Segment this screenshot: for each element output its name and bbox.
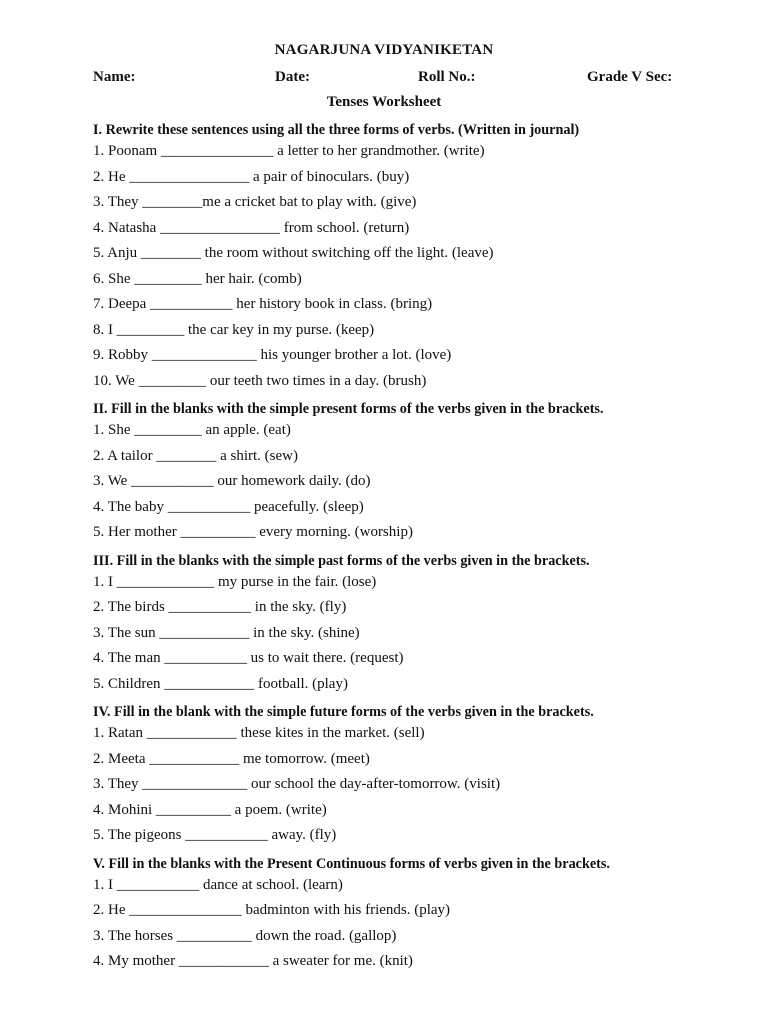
section-3 (93, 550, 693, 702)
exercise-item: 8. I _________ the car key in my purse. (keep) (93, 321, 375, 338)
exercise-item: 4. Natasha ________________ from school. (return) (93, 219, 410, 236)
exercise-item: 3. We ___________ our homework daily. (do) (93, 473, 371, 489)
exercise-item: 10. We _________ our teeth two times in a day. (brush) (93, 372, 427, 389)
worksheet-content (93, 119, 693, 979)
exercise-item: 3. The sun ____________ in the sky. (shine) (93, 624, 360, 641)
exercise-item: 4. Mohini __________ a poem. (write) (93, 801, 327, 818)
section-heading: V. Fill in the blanks with the Present Continuous forms of verbs given in the brackets. (93, 855, 610, 872)
exercise-item: 5. Anju ________ the room without switching off the light. (leave) (93, 245, 494, 261)
section-heading: II. Fill in the blanks with the simple present forms of the verbs given in the brackets. (93, 401, 604, 417)
exercise-item: 7. Deepa ___________ her history book in class. (bring) (93, 296, 433, 312)
exercise-item: 1. Ratan ____________ these kites in the market. (sell) (93, 725, 425, 741)
section-heading: III. Fill in the blanks with the simple past forms of the verbs given in the brackets. (93, 552, 590, 569)
exercise-item: 2. He _______________ badminton with his friends. (play) (93, 902, 451, 918)
section-4 (93, 701, 693, 853)
exercise-item: 5. Children ____________ football. (play) (93, 675, 348, 692)
exercise-item: 9. Robby ______________ his younger brother a lot. (love) (93, 347, 452, 363)
exercise-item: 2. He ________________ a pair of binoculars. (buy) (93, 168, 410, 185)
date-label: Date: (275, 69, 310, 85)
school-name: NAGARJUNA VIDYANIKETAN (274, 42, 494, 58)
section-heading: IV. Fill in the blank with the simple future forms of the verbs given in the brackets. (93, 704, 594, 720)
exercise-item: 4. My mother ____________ a sweater for me. (knit) (93, 953, 413, 969)
exercise-item: 3. They ________me a cricket bat to play with. (give) (93, 194, 417, 210)
roll-no-label: Roll No.: (418, 69, 476, 85)
exercise-item: 2. Meeta ____________ me tomorrow. (meet) (93, 750, 370, 767)
exercise-item: 3. They ______________ our school the day-after-tomorrow. (visit) (93, 776, 501, 792)
exercise-item: 3. The horses __________ down the road. (gallop) (93, 927, 397, 944)
exercise-item: 4. The man ___________ us to wait there. (request) (93, 650, 404, 666)
exercise-item: 2. The birds ___________ in the sky. (fly) (93, 599, 347, 615)
exercise-item: 1. I _____________ my purse in the fair. (lose) (93, 573, 377, 590)
exercise-item: 5. The pigeons ___________ away. (fly) (93, 827, 337, 843)
exercise-item: 2. A tailor ________ a shirt. (sew) (93, 447, 298, 464)
exercise-item: 1. I ___________ dance at school. (learn) (93, 876, 343, 893)
exercise-item: 1. She _________ an apple. (eat) (93, 422, 291, 438)
exercise-item: 1. Poonam _______________ a letter to her grandmother. (write) (93, 143, 485, 159)
exercise-item: 4. The baby ___________ peacefully. (sleep) (93, 498, 364, 515)
section-2 (93, 398, 693, 550)
section-heading: I. Rewrite these sentences using all the three forms of verbs. (Written in journal) (93, 122, 580, 138)
exercise-item: 6. She _________ her hair. (comb) (93, 270, 302, 287)
name-label: Name: (93, 69, 136, 85)
exercise-item: 5. Her mother __________ every morning. (worship) (93, 524, 413, 540)
section-1 (93, 119, 693, 398)
grade-label: Grade V Sec: (587, 69, 673, 85)
section-5 (93, 853, 693, 979)
worksheet-title: Tenses Worksheet (326, 94, 442, 110)
